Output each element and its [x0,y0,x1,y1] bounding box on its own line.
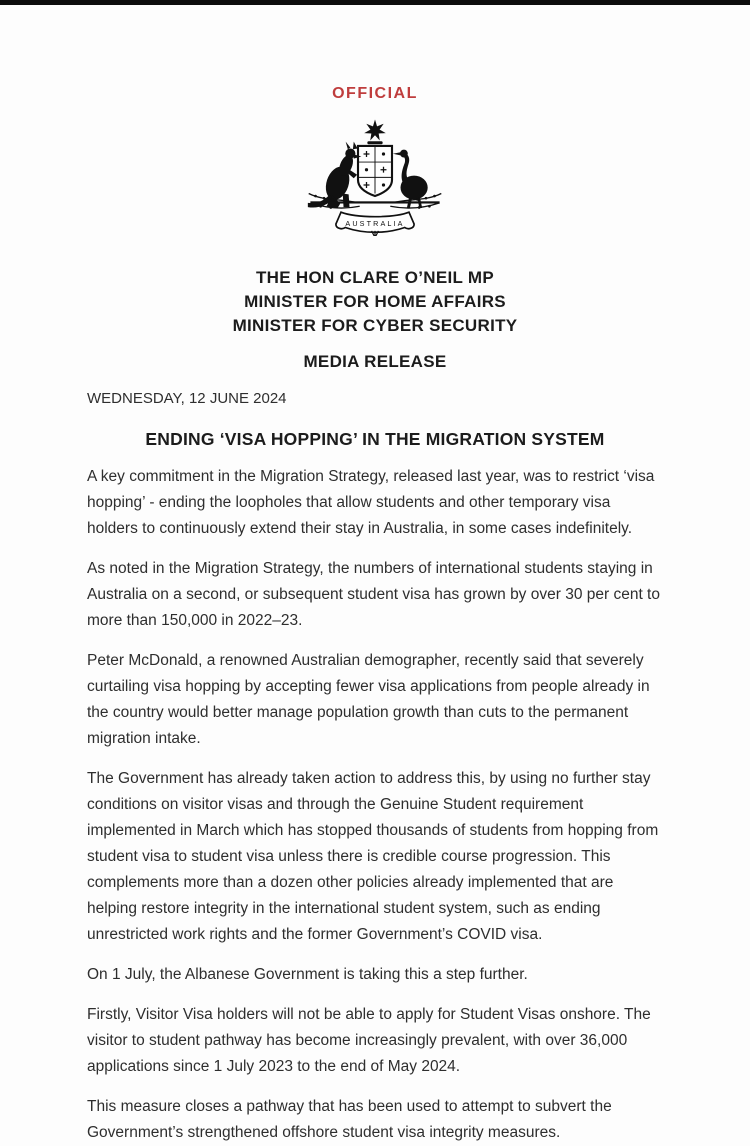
portfolio-line-2: MINISTER FOR CYBER SECURITY [232,316,518,335]
shield-icon [358,146,392,196]
body-paragraph: A key commitment in the Migration Strategy, released last year, was to restrict ‘visa hopping’ - ending the loopholes that allow students and other temporary visa holders to continuously extend their stay in Australia, in some cases indefinitely. [87,468,655,537]
australian-coat-of-arms-icon [290,117,460,236]
body-paragraph: Firstly, Visitor Visa holders will not be able to apply for Student Visas onshore. The visitor to student pathway has become increasingly prevalent, with over 36,000 applications since 1 July 2023 to the end of May 2024. [87,1006,651,1075]
commonwealth-star-icon [364,120,386,141]
body-paragraph: As noted in the Migration Strategy, the numbers of international students staying in Australia on a second, or subsequent student visa has grown by over 30 per cent to more than 150,000 in 2022–23. [87,560,660,629]
banner-text: AUSTRALIA [345,219,405,229]
classification-label: OFFICIAL [332,85,418,102]
body-paragraph: On 1 July, the Albanese Government is taking this a step further. [87,966,528,983]
release-date: WEDNESDAY, 12 JUNE 2024 [87,390,287,407]
release-body [87,464,663,1146]
australia-banner [336,212,414,236]
minister-name: THE HON CLARE O’NEIL MP [256,268,494,287]
body-paragraph: This measure closes a pathway that has been used to attempt to subvert the Government’s strengthened offshore student visa integrity measures. [87,1098,612,1141]
kangaroo-icon [308,142,362,208]
body-paragraph: The Government has already taken action to address this, by using no further stay conditions on visitor visas and through the Genuine Student requirement implemented in March which has stopped thousands of students from hopping from student visa to student visa unless there is credible course progression. This complements more than a dozen other policies already implemented that are helping restore integrity in the international student system, such as ending unrestricted work rights and the former Government’s COVID visa. [87,770,659,943]
top-border-bar [0,0,750,5]
minister-header [0,266,750,338]
body-paragraph: Peter McDonald, a renowned Australian demographer, recently said that severely curtailing visa hopping by accepting fewer visa applications from people already in the country would better manage population growth than cuts to the permanent migration intake. [87,652,650,747]
portfolio-line-1: MINISTER FOR HOME AFFAIRS [244,292,506,311]
release-type-label: MEDIA RELEASE [303,352,447,371]
release-title: ENDING ‘VISA HOPPING’ IN THE MIGRATION SYSTEM [145,429,605,449]
